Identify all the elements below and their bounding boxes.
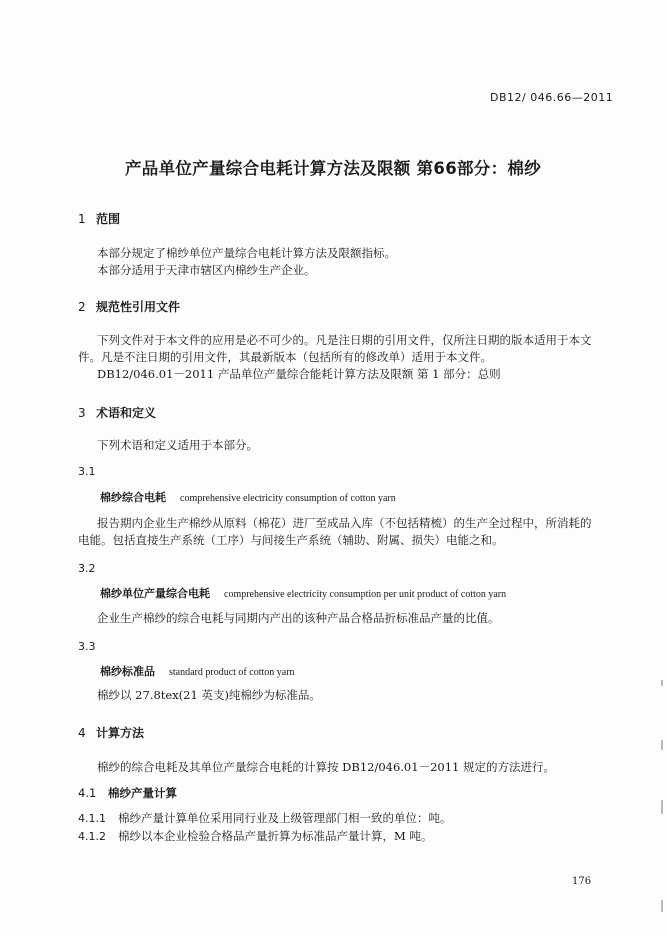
page-number: 176 bbox=[572, 876, 592, 887]
section-title: 术语和定义 bbox=[96, 406, 157, 420]
paragraph: 件。凡是不注日期的引用文件，其最新版本（包括所有的修改单）适用于本文件。 bbox=[78, 350, 492, 364]
section-title: 计算方法 bbox=[96, 726, 145, 740]
term-cn: 棉纱标准品 bbox=[100, 665, 155, 678]
term-cn: 棉纱综合电耗 bbox=[100, 491, 166, 504]
term-entry bbox=[100, 663, 295, 679]
reference-entry: DB12/046.01－2011 产品单位产量综合能耗计算方法及限额 第 1 部分：总则 bbox=[97, 367, 501, 381]
standard-code: DB12/ 046.66—2011 bbox=[490, 91, 614, 104]
term-number: 3.1 bbox=[78, 465, 96, 478]
section-heading-scope bbox=[78, 210, 120, 227]
term-entry bbox=[100, 585, 506, 601]
item-number: 4.1.1 bbox=[78, 812, 106, 825]
paragraph: 棉纱的综合电耗及其单位产量综合电耗的计算按 DB12/046.01－2011 规定的方法进行。 bbox=[97, 760, 555, 774]
term-definition: 报告期内企业生产棉纱从原料（棉花）进厂至成品入库（不包括精梳）的生产全过程中，所消耗的 bbox=[97, 516, 592, 530]
subsection-number: 4.1 bbox=[78, 786, 97, 800]
term-entry bbox=[100, 489, 396, 505]
scan-edge-mark bbox=[661, 740, 663, 750]
term-en: standard product of cotton yarn bbox=[169, 667, 295, 678]
scan-edge-mark bbox=[661, 680, 663, 686]
paragraph: 下列术语和定义适用于本部分。 bbox=[97, 438, 258, 452]
item-text: 棉纱以本企业检验合格品产量折算为标准品产量计算，M 吨。 bbox=[118, 829, 433, 843]
term-definition: 棉纱以 27.8tex(21 英支)纯棉纱为标准品。 bbox=[97, 688, 321, 702]
subsection-title: 棉纱产量计算 bbox=[108, 786, 177, 800]
scan-edge-mark bbox=[661, 900, 663, 912]
paragraph: 下列文件对于本文件的应用是必不可少的。凡是注日期的引用文件，仅所注日期的版本适用于本文 bbox=[97, 333, 592, 347]
term-en: comprehensive electricity consumption per unit product of cotton yarn bbox=[224, 589, 507, 600]
term-cn: 棉纱单位产量综合电耗 bbox=[100, 587, 210, 600]
section-heading-terms bbox=[78, 404, 156, 421]
section-number: 4 bbox=[78, 726, 86, 740]
subsection-heading bbox=[78, 785, 177, 801]
numbered-item bbox=[78, 828, 432, 845]
term-definition: 电能。包括直接生产系统（工序）与间接生产系统（辅助、附属、损失）电能之和。 bbox=[78, 533, 504, 547]
section-title: 范围 bbox=[96, 212, 121, 226]
term-number: 3.2 bbox=[78, 562, 96, 575]
term-en: comprehensive electricity consumption of cotton yarn bbox=[180, 493, 396, 504]
term-definition: 企业生产棉纱的综合电耗与同期内产出的该种产品合格品折标准品产量的比值。 bbox=[97, 611, 500, 625]
term-number: 3.3 bbox=[78, 640, 96, 653]
numbered-item bbox=[78, 810, 452, 827]
document-title: 产品单位产量综合电耗计算方法及限额 第66部分：棉纱 bbox=[124, 159, 541, 178]
section-number: 1 bbox=[78, 212, 86, 226]
section-number: 3 bbox=[78, 406, 86, 420]
section-title: 规范性引用文件 bbox=[96, 300, 181, 314]
paragraph: 本部分规定了棉纱单位产量综合电耗计算方法及限额指标。 bbox=[97, 246, 396, 260]
item-text: 棉纱产量计算单位采用同行业及上级管理部门相一致的单位：吨。 bbox=[118, 811, 452, 825]
section-heading-method bbox=[78, 724, 144, 741]
paragraph: 本部分适用于天津市辖区内棉纱生产企业。 bbox=[97, 263, 316, 277]
section-number: 2 bbox=[78, 300, 86, 314]
section-heading-references bbox=[78, 298, 180, 315]
scan-edge-mark bbox=[661, 800, 663, 814]
item-number: 4.1.2 bbox=[78, 830, 106, 843]
